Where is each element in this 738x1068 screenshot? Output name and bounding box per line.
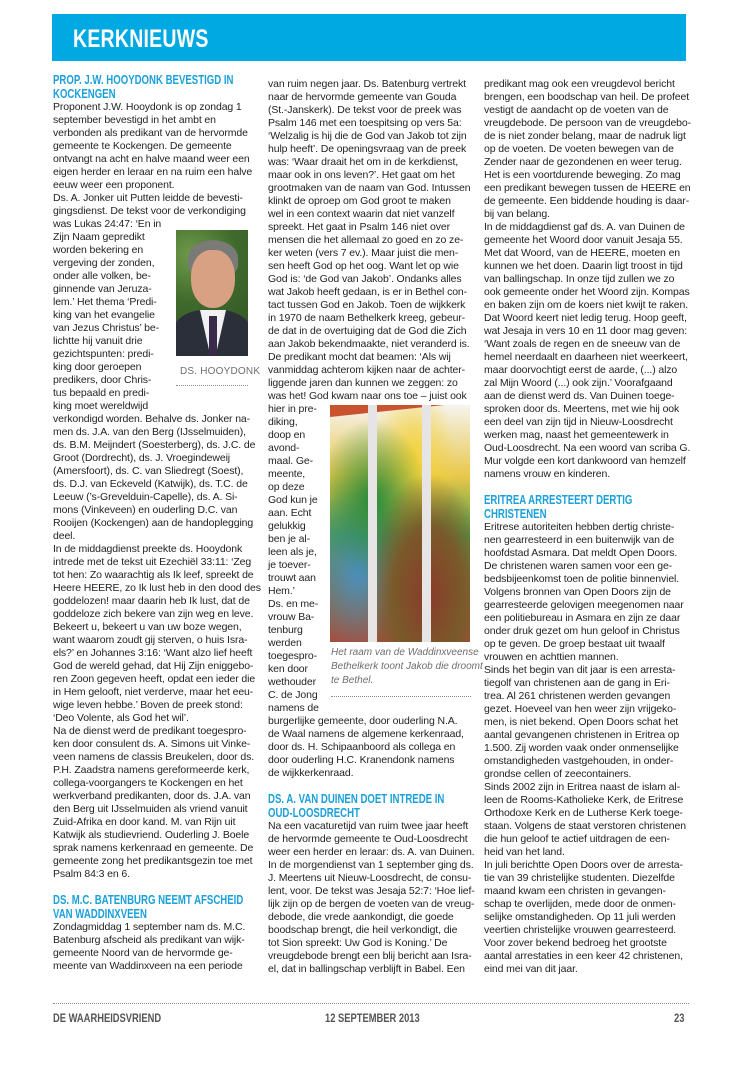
text-line: de wijkkerkenraad. (268, 767, 354, 779)
text-line: maal. Ge- (268, 455, 314, 467)
article-body (484, 78, 690, 481)
text-line: Het is een voortdurende beweging. Zo mag (484, 169, 681, 181)
article-body (268, 820, 473, 976)
text-line: els?’ en Johannes 3:16: ‘Want alzo lief heeft (53, 647, 253, 659)
text-line: de gemeente. Een biddende houding is daar- (484, 195, 690, 207)
caption-line: Het raam van de Waddinxveense (331, 647, 479, 658)
text-line: Met dat Woord, van de HEERE, moeten en (484, 247, 681, 259)
text-line: ker weten (vers 7 ev.). Maar juist die men- (268, 247, 459, 259)
text-line: toegespro- (268, 650, 317, 662)
text-line: gezet. Hoeveel van hen weer zijn vrijgeko- (484, 703, 677, 715)
article-body (53, 101, 261, 881)
text-line: een deel van zijn tijd in Nieuw-Loosdrecht (484, 416, 673, 428)
text-line: werden (268, 637, 302, 649)
text-line: onder druk gezet om hun geloof in Christus (484, 625, 680, 637)
text-line: Hem.’ (268, 585, 295, 597)
text-line: hulp heeft’. De openingsvraag van de preek (268, 143, 467, 155)
text-line: Zondagmiddag 1 september nam ds. M.C. (53, 921, 246, 933)
text-line: doop en (268, 429, 306, 441)
text-line: tiegolf van christenen aan de gang in Eri- (484, 677, 670, 689)
text-line: vreugdebode brengt een blij bericht aan Isra- (268, 950, 472, 962)
text-line: eind mei van dit jaar. (484, 963, 578, 975)
text-line: sen heeft God op het oog. Want let op wie (268, 260, 459, 272)
text-line: Voor zover bekend bedroeg het grootste (484, 937, 667, 949)
text-line: king van het evangelie (53, 309, 155, 321)
text-line: gezichtspunten: predi- (53, 348, 154, 360)
text-line: Mur volgde een kort dankwoord van hemzelf (484, 455, 686, 467)
text-line: verbonden als predikant van de hervormde (53, 127, 248, 139)
text-line: bedsbijeenkomst toen de politie binnenviel. (484, 573, 680, 585)
text-line: brengen, een boodschap van heil. De profeet (484, 91, 689, 103)
text-line: God is: ‘de God van Jakob’. Ondanks alles (268, 273, 462, 285)
caption-line: Bethelkerk toont Jakob die droomt (331, 661, 483, 672)
text-line: Oud-Loosdrecht. Na een woord van scriba G. (484, 442, 691, 454)
text-line: Rooijen (Kockengen) aan de handoplegging (53, 517, 254, 529)
text-line: was het! God kwam naar ons toe – juist ook (268, 390, 467, 402)
text-line: boodschap brengt, die heil verkondigt, die (268, 924, 458, 936)
text-line: debode, die vrede aankondigt, die goede (268, 911, 454, 923)
article-heading (484, 493, 690, 520)
text-line: Groot (Dordrecht), ds. J. Vroegindeweij (53, 452, 231, 464)
text-line: Psalm 84:3 en 6. (53, 868, 130, 880)
article-heading (53, 893, 249, 920)
text-line: je toever- (268, 559, 311, 571)
text-line: de is niet zonder belang, maar de nadruk ligt (484, 130, 686, 142)
section-header-bar (52, 14, 686, 61)
footer-page-number: 23 (674, 1011, 685, 1025)
footer-date: 12 SEPTEMBER 2013 (325, 1011, 420, 1025)
text-line: vrouwen en achttien mannen. (484, 651, 619, 663)
text-line: gemeente te Kockengen. De gemeente (53, 140, 232, 152)
text-line: king moet wereldwijd (53, 400, 149, 412)
text-line: kunnen we het doen. Daarin ligt troost in tijd (484, 260, 683, 272)
text-line: in Hem gelooft, niet verderve, maar het eeu- (53, 686, 254, 698)
text-line: lem.’ Het thema ‘Predi- (53, 296, 157, 308)
text-line: want waarom zoudt gij sterven, o huis Isra- (53, 634, 248, 646)
text-line: meente, (268, 468, 306, 480)
text-line: Zuid-Afrika en door kand. M. van Rijn uit (53, 816, 236, 828)
text-line: tot hen: Zo waarachtig als Ik leef, spreekt de (53, 569, 254, 581)
text-line: Ds. en me- (268, 598, 319, 610)
text-line: op te geven. De groep bestaat uit twaalf (484, 638, 665, 650)
text-line: predikers, door Chris- (53, 374, 152, 386)
text-line: maar doorvochtigt eerst de aarde, (...) alzo (484, 364, 678, 376)
text-line: aantal arrestaties in een keer 42 christenen, (484, 950, 683, 962)
text-line: Leeuw (’s-Grevelduin-Capelle), ds. A. Si- (53, 491, 238, 503)
text-line: selijke omstandigheden. Op 11 juli werden (484, 911, 676, 923)
text-line: was: ‘Waar draait het om in de kerkdienst, (268, 156, 459, 168)
text-line: grondse cellen of zeecontainers. (484, 768, 632, 780)
text-line: verkondigd worden. Behalve ds. Jonker na- (53, 413, 251, 425)
text-line: sproken door ds. Meertens, met wie hij ook (484, 403, 680, 415)
text-line: ‘Want zoals de regen en de sneeuw van de (484, 338, 681, 350)
text-line: trea. Al 261 christenen werden gevangen (484, 690, 671, 702)
text-line: wat Jesaja in vers 10 en 11 door mag geven: (484, 325, 688, 337)
text-line: ren Zoon gegeven heeft, opdat een ieder die (53, 673, 256, 685)
text-line: veen namens de classis Breukelen, door ds. (53, 751, 254, 763)
text-line: In de middagdienst gaf ds. A. van Duinen de (484, 221, 685, 233)
text-line: gemeente Noord van de hervormde ge- (53, 947, 233, 959)
text-line: Psalm 146 met een toespitsing op vers 5a: (268, 117, 462, 129)
text-line: Sinds het begin van dit jaar is een arresta- (484, 664, 676, 676)
text-line: burgerlijke gemeente, door ouderling N.A. (268, 715, 458, 727)
text-line: Zender naar de gezondenen en weer terug. (484, 156, 682, 168)
text-line: grootmaken van de naam van God. Intussen (268, 182, 471, 194)
column-3 (484, 78, 690, 976)
text-line: gemeente het Woord door vanuit Jesaja 55. (484, 234, 683, 246)
text-line: aan. Echt (268, 507, 312, 519)
text-line: liggende jaren dan kunnen we zeggen: zo (268, 377, 458, 389)
text-line: lijk zijn op de bergen de voeten van de vreug- (268, 898, 475, 910)
text-line: P.H. Zaadstra namens gereformeerde kerk, (53, 764, 250, 776)
text-line: avond- (268, 442, 300, 454)
text-line: Eritrese autoriteiten hebben dertig christe- (484, 521, 675, 533)
text-line: de dat in de overtuiging dat de God die Zich (268, 325, 467, 337)
text-line: van Jezus Christus’ be- (53, 322, 159, 334)
caption-divider (331, 696, 471, 697)
text-line: Na de dienst werd de predikant toegespro- (53, 725, 247, 737)
text-line: Na een vacaturetijd van ruim twee jaar heeft (268, 820, 469, 832)
text-line: (St.-Janskerk). De tekst voor de preek was (268, 104, 462, 116)
heading-line: VAN WADDINXVEEN (53, 905, 147, 921)
text-line: een politiebureau in Asmara en zijn ze daar (484, 612, 681, 624)
text-line: op deze (268, 481, 305, 493)
text-line: ken door consulent ds. A. Simons uit Vinke- (53, 738, 251, 750)
text-line: ginnende van Jeruza- (53, 283, 152, 295)
text-line: De predikant mocht dat beamen: ‘Als wij (268, 351, 451, 363)
text-line: Heere HEERE, zo Ik lust heb in den dood des (53, 582, 261, 594)
text-line: tie van 39 christelijke studenten. Diezelfde (484, 872, 675, 884)
text-line: Zijn Naam gepredikt (53, 231, 145, 243)
text-line: maand kwam een christen in gevangen- (484, 885, 666, 897)
text-line: ‘Welzalig is hij die de God van Jakob tot zijn (268, 130, 467, 142)
heading-line: DS. M.C. BATENBURG NEEMT AFSCHEID (53, 892, 244, 907)
text-line: God kun je (268, 494, 318, 506)
text-line: lent, voor. De tekst was Jesaja 52:7: ‘Hoe lief- (268, 885, 475, 897)
article-body (53, 921, 249, 973)
text-line: deel. (53, 530, 76, 542)
heading-line: PROP. J.W. HOOYDONK BEVESTIGD IN (53, 72, 234, 87)
text-line: J. Meertens uit Nieuw-Loosdrecht, de consu- (268, 872, 472, 884)
text-line: omstandigheden vastgehouden, in onder- (484, 755, 674, 767)
text-line: van ballingschap. In onze tijd zullen we zo (484, 273, 675, 285)
text-line: werkverband predikanten, door ds. J.A. van (53, 790, 251, 802)
text-line: wige leven hebbe.’ Boven de preek stond: (53, 699, 243, 711)
caption-divider (176, 385, 248, 386)
text-line: hier in pre- (268, 403, 317, 415)
text-line: In de morgendienst van 1 september ging ds. (268, 859, 474, 871)
text-line: gingsdienst. De tekst voor de verkondiging (53, 205, 246, 217)
text-line: den Berg uit IJsselmuiden als vriend vanuit (53, 803, 248, 815)
text-line: king door geroepen (53, 361, 142, 373)
text-line: mensen die het allemaal zo goed en zo ze- (268, 234, 464, 246)
text-line: gelukkig (268, 520, 306, 532)
text-line: God de wereld gehad, dat Hij Zijn eniggebo- (53, 660, 254, 672)
text-line: vreugdebode. De persoon van de vreugdebo- (484, 117, 691, 129)
text-line: die hun geloof te actief uitdragen de een- (484, 833, 670, 845)
text-line: weer een herder en leraar: ds. A. van Duinen. (268, 846, 475, 858)
text-line: wel in een context waarin dat niet vanzelf (268, 208, 455, 220)
text-line: meente van Waddinxveen na een periode (53, 960, 243, 972)
text-line: wethouder (268, 676, 316, 688)
text-line: tenburg (268, 624, 303, 636)
text-line: bij van belang. (484, 208, 550, 220)
photo-caption (331, 646, 483, 688)
text-line: C. de Jong (268, 689, 318, 701)
text-line: de hervormde gemeente te Oud-Loosdrecht (268, 833, 468, 845)
heading-line: CHRISTENEN (484, 505, 547, 521)
text-line: onder alle volken, be- (53, 270, 151, 282)
text-line: maar ook in ons leven?’. Het gaat om het (268, 169, 455, 181)
text-line: tot Sion spreekt: Uw God is Koning.’ De (268, 937, 448, 949)
text-line: aan Jakob bekendmaakte, niet veranderd is. (268, 338, 470, 350)
text-line: ken door (268, 663, 308, 675)
text-line: wat Jakob heeft gedaan, is er in Bethel con- (268, 286, 468, 298)
heading-line: KOCKENGEN (53, 85, 116, 101)
text-line: klinkt de oproep om God groot te maken (268, 195, 451, 207)
text-line: was Lukas 24:47: ‘En in (53, 218, 162, 230)
text-line: In de middagdienst preekte ds. Hooydonk (53, 543, 243, 555)
text-line: men, is niet bekend. Open Doors schat het (484, 716, 679, 728)
text-line: namens de (268, 702, 319, 714)
text-line: eigen herder en leraar en na ruim een halve (53, 166, 253, 178)
text-line: Orthodoxe Kerk en de Lutherse Kerk toege- (484, 807, 683, 819)
caption-line: te Bethel. (331, 675, 374, 686)
text-line: aan de dienst werd ds. Van Duinen toege- (484, 390, 675, 402)
text-line: Sinds 2002 zijn in Eritrea naast de islam al- (484, 781, 680, 793)
article-heading (53, 73, 249, 100)
section-title: KERKNIEUWS (73, 25, 209, 53)
footer-publication: DE WAARHEIDSVRIEND (53, 1011, 162, 1025)
text-line: vergeving der zonden, (53, 257, 155, 269)
heading-line: ERITREA ARRESTEERT DERTIG (484, 492, 633, 507)
text-line: nen gearresteerd in een buitenwijk van de (484, 534, 675, 546)
text-line: In juli berichtte Open Doors over de arresta- (484, 859, 683, 871)
text-line: september bevestigd in het ambt en (53, 114, 216, 126)
text-line: aantal gevangenen christenen in Eritrea op (484, 729, 680, 741)
text-line: gemeente zong het predikantsgezin toe met (53, 855, 253, 867)
text-line: men ds. J.A. van den Berg (IJsselmuiden), (53, 426, 246, 438)
text-line: Volgens bronnen van Open Doors zijn de (484, 586, 671, 598)
column-1 (53, 72, 261, 973)
text-line: door ouderling H.C. Kranendonk namens (268, 754, 455, 766)
text-line: Dat Woord keert niet ledig terug. Hoop geeft, (484, 312, 687, 324)
text-line: ontvangt na acht en halve maand weer een (53, 153, 250, 165)
text-line: van ruim negen jaar. Ds. Batenburg vertrekt (268, 78, 466, 90)
text-line: vestigt de aandacht op de voeten van de (484, 104, 669, 116)
text-line: goddeloze zich bekere van zijn weg en leve. (53, 608, 254, 620)
text-line: 1.500. Zij worden vaak onder onmenselijke (484, 742, 679, 754)
text-line: naar de hervormde gemeente van Gouda (268, 91, 457, 103)
text-line: worden bekering en (53, 244, 144, 256)
text-line: spreekt. Het gaat in Psalm 146 niet over (268, 221, 450, 233)
text-line: Katwijk als studievriend. Ouderling J. Boele (53, 829, 250, 841)
text-line: eeuw weer een proponent. (53, 179, 175, 191)
text-line: namens vrouw en kinderen. (484, 468, 610, 480)
heading-line: OUD-LOOSDRECHT (268, 804, 360, 820)
text-line: ds. B.M. Meijndert (Soesterberg), ds. J.C. de (53, 439, 256, 451)
text-line: ‘Deo Volente, als God het wil’. (53, 712, 189, 724)
text-line: veertien christelijke vrouwen gearresteerd. (484, 924, 677, 936)
text-line: mons (Vinkeveen) en ouderling D.C. van (53, 504, 238, 516)
text-line: el, dat in ballingschap verblijft in Babel. Een (268, 963, 465, 975)
text-line: een predikant bewegen tussen de HEERE en (484, 182, 691, 194)
text-line: De christenen waren samen voor een ge- (484, 560, 673, 572)
text-line: en baken zijn om de koers niet kwijt te raken. (484, 299, 689, 311)
text-line: diking, (268, 416, 298, 428)
text-line: intrede met de tekst uit Ezechiël 33:11: ‘Zeg (53, 556, 252, 568)
text-line: door ds. H. Schipaanboord als collega en (268, 741, 456, 753)
text-line: Batenburg afscheid als predikant van wijk- (53, 934, 245, 946)
photo-caption: DS. HOOYDONK (180, 366, 261, 377)
text-line: gearresteerde gelovigen meegenomen naar (484, 599, 684, 611)
text-line: ds. D.J. van Eckeveld (Katwijk), ds. T.C. de (53, 478, 248, 490)
text-line: leen als je, (268, 546, 317, 558)
text-line: schap te overlijden, mede door de onmen- (484, 898, 676, 910)
text-line: goddelozen! maar daarin heb Ik lust, dat de (53, 595, 250, 607)
text-line: collega-voorgangers te Kockengen en het (53, 777, 243, 789)
text-line: ook gemeente onder het Woord zijn. Kompas (484, 286, 690, 298)
text-line: tus bepaald en predi- (53, 387, 150, 399)
text-line: de Waal namens de algemene kerkenraad, (268, 728, 464, 740)
text-line: werken mag, naast het gemeentewerk in (484, 429, 669, 441)
text-line: Ds. A. Jonker uit Putten leidde de bevesti- (53, 192, 243, 204)
stained-glass-photo (330, 405, 470, 642)
text-line: hemel neerdaalt en daarheen niet weerkeert, (484, 351, 688, 363)
article-body (484, 521, 690, 976)
text-line: hoofdstad Asmara. Dat meldt Open Doors. (484, 547, 678, 559)
text-line: staan. Volgens de staat verstoren christenen (484, 820, 686, 832)
text-line: in 1970 de naam Bethelkerk kreeg, gebeur- (268, 312, 466, 324)
text-line: Bekeert u, bekeert u van uw boze wegen, (53, 621, 242, 633)
text-line: ben je al- (268, 533, 310, 545)
text-line: op de voeten. De voeten bewegen van de (484, 143, 674, 155)
text-line: lichtte hij vanuit drie (53, 335, 143, 347)
text-line: sprak namens kerkenraad en gemeente. De (53, 842, 254, 854)
text-line: leen de Rooms-Katholieke Kerk, de Eritrese (484, 794, 684, 806)
text-line: vrouw Ba- (268, 611, 315, 623)
text-line: vanmiddag achterom kijken naar de achter- (268, 364, 466, 376)
text-line: trouwt aan (268, 572, 316, 584)
portrait-photo (176, 230, 248, 356)
text-line: zal Mijn Woord (...) ook zijn.’ Voorafgaand (484, 377, 673, 389)
text-line: heid van het land. (484, 846, 565, 858)
heading-line: DS. A. VAN DUINEN DOET INTREDE IN (268, 791, 445, 806)
text-line: predikant mag ook een vreugdevol bericht (484, 78, 675, 90)
text-line: (Amersfoort), ds. C. van Sliedregt (Soest), (53, 465, 244, 477)
article-heading (268, 792, 473, 819)
text-line: tact tussen God en Jakob. Toen de wijkkerk (268, 299, 466, 311)
footer-divider (53, 1003, 689, 1004)
text-line: Proponent J.W. Hooydonk is op zondag 1 (53, 101, 242, 113)
